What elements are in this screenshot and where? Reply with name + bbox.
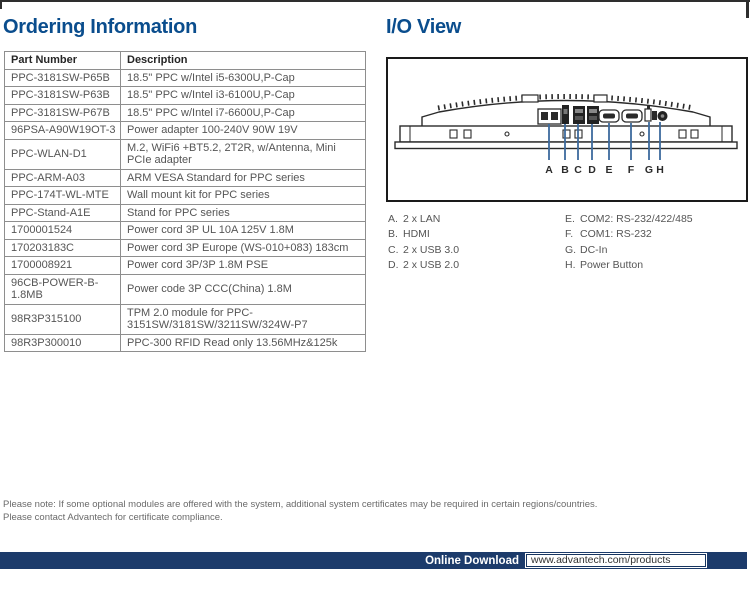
- com2-port-icon: [599, 110, 619, 122]
- description-cell: 18.5" PPC w/Intel i7-6600U,P-Cap: [121, 104, 366, 122]
- legend-letter: D.: [388, 259, 399, 272]
- part-number-cell: PPC-174T-WL-MTE: [5, 187, 121, 205]
- legend-text: HDMI: [403, 228, 430, 241]
- online-download-bar: [0, 552, 747, 569]
- description-cell: Power adapter 100-240V 90W 19V: [121, 122, 366, 140]
- legend-text: 2 x USB 3.0: [403, 243, 460, 256]
- online-download-label: Online Download: [425, 554, 519, 567]
- io-legend-item: [565, 227, 748, 243]
- description-cell: Wall mount kit for PPC series: [121, 187, 366, 205]
- part-number-cell: PPC-ARM-A03: [5, 169, 121, 187]
- legend-letter: B.: [388, 228, 398, 241]
- legend-letter: E.: [565, 212, 575, 225]
- part-number-cell: 96PSA-A90W19OT-3: [5, 122, 121, 140]
- table-row: [5, 257, 366, 275]
- part-number-cell: 1700008921: [5, 257, 121, 275]
- table-row: [5, 222, 366, 240]
- connector-label: C: [574, 164, 582, 176]
- table-row: [5, 69, 366, 87]
- power-button-icon: [658, 111, 668, 121]
- io-legend-item: [388, 227, 563, 243]
- part-number-cell: PPC-3181SW-P63B: [5, 87, 121, 105]
- description-cell: PPC-300 RFID Read only 13.56MHz&125k: [121, 334, 366, 352]
- description-cell: Power cord 3P Europe (WS-010+083) 183cm: [121, 239, 366, 257]
- connector-labels: [545, 164, 664, 176]
- io-legend-item: [388, 258, 563, 274]
- io-legend-item: [388, 211, 563, 227]
- hdmi-port-icon: [562, 105, 569, 124]
- part-number-header: Part Number: [5, 52, 121, 70]
- part-number-cell: 98R3P300010: [5, 334, 121, 352]
- legend-letter: A.: [388, 212, 398, 225]
- description-cell: Power cord 3P UL 10A 125V 1.8M: [121, 222, 366, 240]
- table-row: [5, 104, 366, 122]
- io-view-title: I/O View: [386, 16, 462, 38]
- connector-label: D: [588, 164, 596, 176]
- description-cell: M.2, WiFi6 +BT5.2, 2T2R, w/Antenna, Mini PCIe adapter: [121, 139, 366, 169]
- part-number-cell: PPC-3181SW-P65B: [5, 69, 121, 87]
- top-divider-right-cap: [746, 0, 749, 18]
- table-row: [5, 334, 366, 352]
- description-cell: ARM VESA Standard for PPC series: [121, 169, 366, 187]
- legend-text: COM2: RS-232/422/485: [580, 212, 693, 225]
- connector-label: B: [561, 164, 569, 176]
- table-row: [5, 239, 366, 257]
- connector-label: F: [627, 164, 635, 176]
- note-line-1: Please note: If some optional modules are offered with the system, additional system certificates may be required in certain regions/countries.: [3, 499, 598, 510]
- io-legend-item: [565, 211, 748, 227]
- legend-letter: F.: [565, 228, 574, 241]
- table-row: [5, 169, 366, 187]
- connector-label: G: [644, 164, 654, 176]
- legend-text: COM1: RS-232: [580, 228, 652, 241]
- table-row: [5, 139, 366, 169]
- legend-text: 2 x LAN: [403, 212, 441, 225]
- panel-pc-bottom-view: [388, 59, 746, 200]
- io-legend-item: [565, 258, 748, 274]
- table-row: [5, 274, 366, 304]
- ordering-information-title: Ordering Information: [3, 16, 198, 38]
- io-legend-item: [388, 242, 563, 258]
- table-header-row: [5, 52, 366, 70]
- note-line-2: Please contact Advantech for certificate compliance.: [3, 511, 223, 523]
- usb2-ports-icon: [587, 106, 599, 124]
- table-row: [5, 204, 366, 222]
- download-url[interactable]: www.advantech.com/products: [526, 554, 706, 567]
- front-bezel: [395, 126, 737, 149]
- description-cell: Power cord 3P/3P 1.8M PSE: [121, 257, 366, 275]
- table-row: [5, 122, 366, 140]
- usb3-ports-icon: [573, 106, 585, 124]
- legend-text: DC-In: [580, 243, 608, 256]
- description-cell: 18.5" PPC w/Intel i3-6100U,P-Cap: [121, 87, 366, 105]
- table-row: [5, 87, 366, 105]
- description-cell: Stand for PPC series: [121, 204, 366, 222]
- certificate-note: [3, 499, 743, 524]
- legend-letter: G.: [565, 243, 577, 256]
- io-legend-item: [565, 242, 748, 258]
- part-number-cell: 1700001524: [5, 222, 121, 240]
- legend-letter: H.: [565, 259, 576, 272]
- description-cell: TPM 2.0 module for PPC-3151SW/3181SW/3211SW/324W-P7: [121, 304, 366, 334]
- lan-port-icon: [538, 109, 561, 124]
- part-number-cell: PPC-3181SW-P67B: [5, 104, 121, 122]
- top-divider-left-cap: [0, 0, 2, 9]
- top-divider: [0, 0, 750, 2]
- legend-text: Power Button: [580, 259, 644, 272]
- connector-label: H: [656, 164, 664, 176]
- com1-port-icon: [622, 110, 642, 122]
- table-row: [5, 187, 366, 205]
- part-number-cell: 98R3P315100: [5, 304, 121, 334]
- part-number-cell: PPC-Stand-A1E: [5, 204, 121, 222]
- connector-label: A: [545, 164, 553, 176]
- description-cell: Power code 3P CCC(China) 1.8M: [121, 274, 366, 304]
- table-row: [5, 304, 366, 334]
- part-number-cell: 170203183C: [5, 239, 121, 257]
- connector-label: E: [605, 164, 613, 176]
- legend-letter: C.: [388, 243, 399, 256]
- legend-text: 2 x USB 2.0: [403, 259, 460, 272]
- description-header: Description: [121, 52, 366, 70]
- io-view-diagram: [386, 57, 748, 202]
- part-number-cell: PPC-WLAN-D1: [5, 139, 121, 169]
- part-number-cell: 96CB-POWER-B-1.8MB: [5, 274, 121, 304]
- ordering-table: [4, 51, 366, 352]
- description-cell: 18.5" PPC w/Intel i5-6300U,P-Cap: [121, 69, 366, 87]
